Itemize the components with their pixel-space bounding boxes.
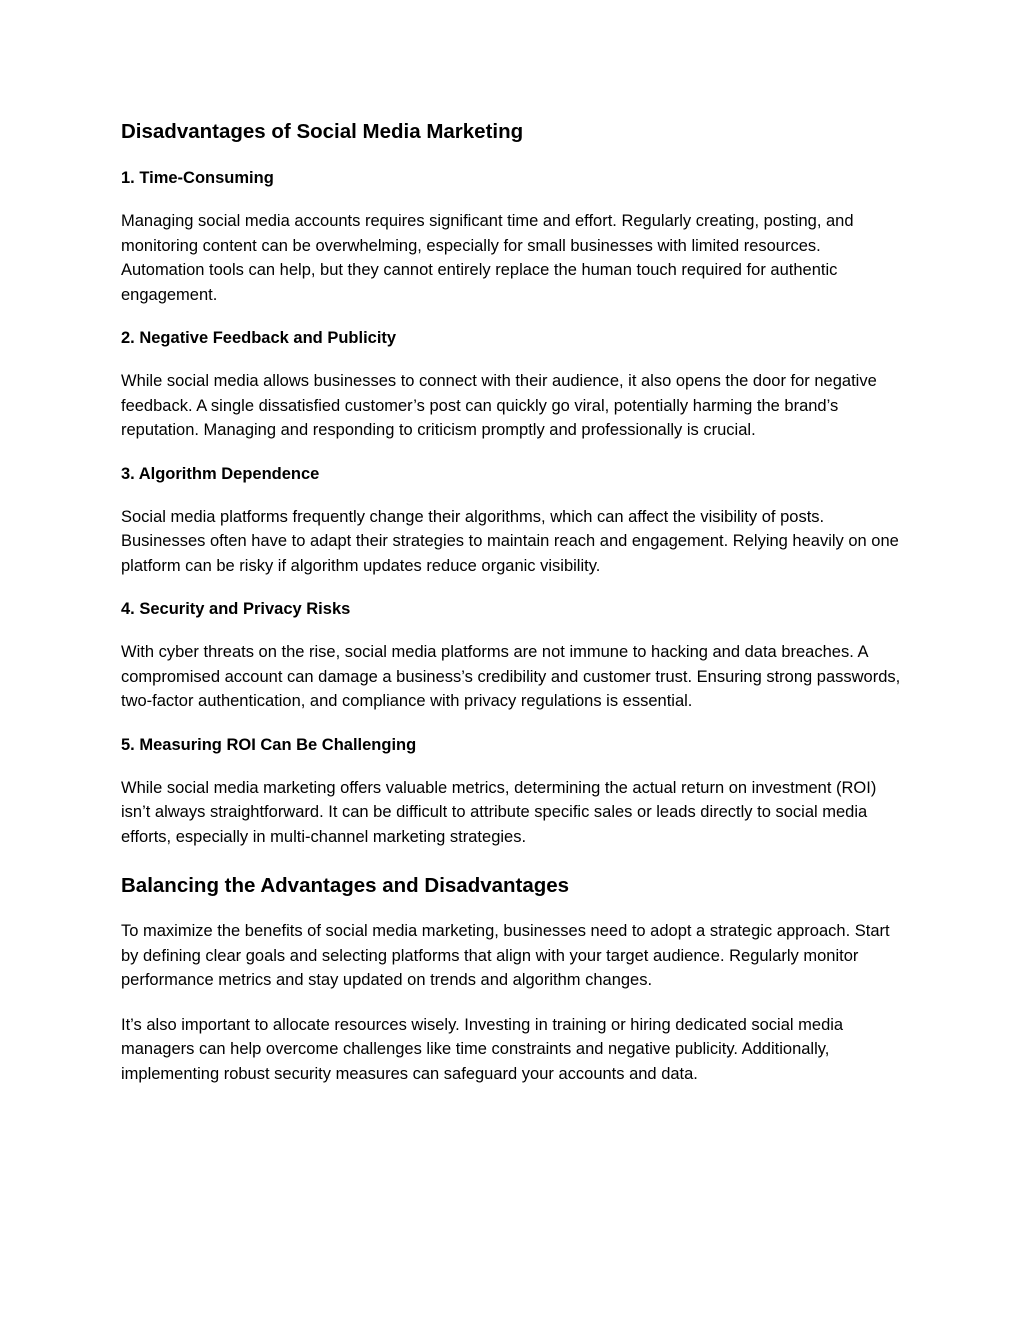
paragraph-security-privacy: With cyber threats on the rise, social media platforms are not immune to hacking and data breaches. A compromised account can damage a business’s credibility and customer trust. Ensuring strong passwords, two-factor authentication, and compliance with privacy regulations is essential. xyxy=(121,643,901,710)
subheading-time-consuming: 1. Time-Consuming xyxy=(121,169,274,187)
paragraph-algorithm-dependence: Social media platforms frequently change their algorithms, which can affect the visibility of posts. Businesses often have to adapt their strategies to maintain reach and engagement. Relying heavily on one platform can be risky if algorithm updates reduce organic visibility. xyxy=(121,507,899,575)
heading-balancing: Balancing the Advantages and Disadvantages xyxy=(121,874,570,897)
paragraph-negative-feedback: While social media allows businesses to connect with their audience, it also opens the door for negative feedback. A single dissatisfied customer’s post can quickly go viral, potentially harming the brand’s reputation. Managing and responding to criticism promptly and professionally is crucial. xyxy=(121,372,877,439)
subheading-measuring-roi: 5. Measuring ROI Can Be Challenging xyxy=(121,735,417,754)
heading-disadvantages: Disadvantages of Social Media Marketing xyxy=(121,120,524,143)
paragraph-measuring-roi: While social media marketing offers valuable metrics, determining the actual return on investment (ROI) isn’t always straightforward. It can be difficult to attribute specific sales or leads directly to social media efforts, especially in multi-channel marketing strategies. xyxy=(121,778,877,846)
paragraph-balancing-resources: It’s also important to allocate resources wisely. Investing in training or hiring dedicated social media managers can help overcome challenges like time constraints and negative publicity. Additionally, implementing robust security measures can safeguard your accounts and data. xyxy=(121,1015,844,1083)
paragraph-time-consuming: Managing social media accounts requires significant time and effort. Regularly creating, posting, and monitoring content can be overwhelming, especially for small businesses with limited resources. Automation tools can help, but they cannot entirely replace the human touch required for authentic engagement. xyxy=(121,212,854,304)
paragraph-balancing-strategy: To maximize the benefits of social media marketing, businesses need to adopt a strategic approach. Start by defining clear goals and selecting platforms that align with your target audience. Regularly monitor performance metrics and stay updated on trends and algorithm changes. xyxy=(121,922,890,989)
subheading-algorithm-dependence: 3. Algorithm Dependence xyxy=(121,464,320,483)
subheading-negative-feedback: 2. Negative Feedback and Publicity xyxy=(121,329,397,347)
subheading-security-privacy: 4. Security and Privacy Risks xyxy=(121,600,351,618)
